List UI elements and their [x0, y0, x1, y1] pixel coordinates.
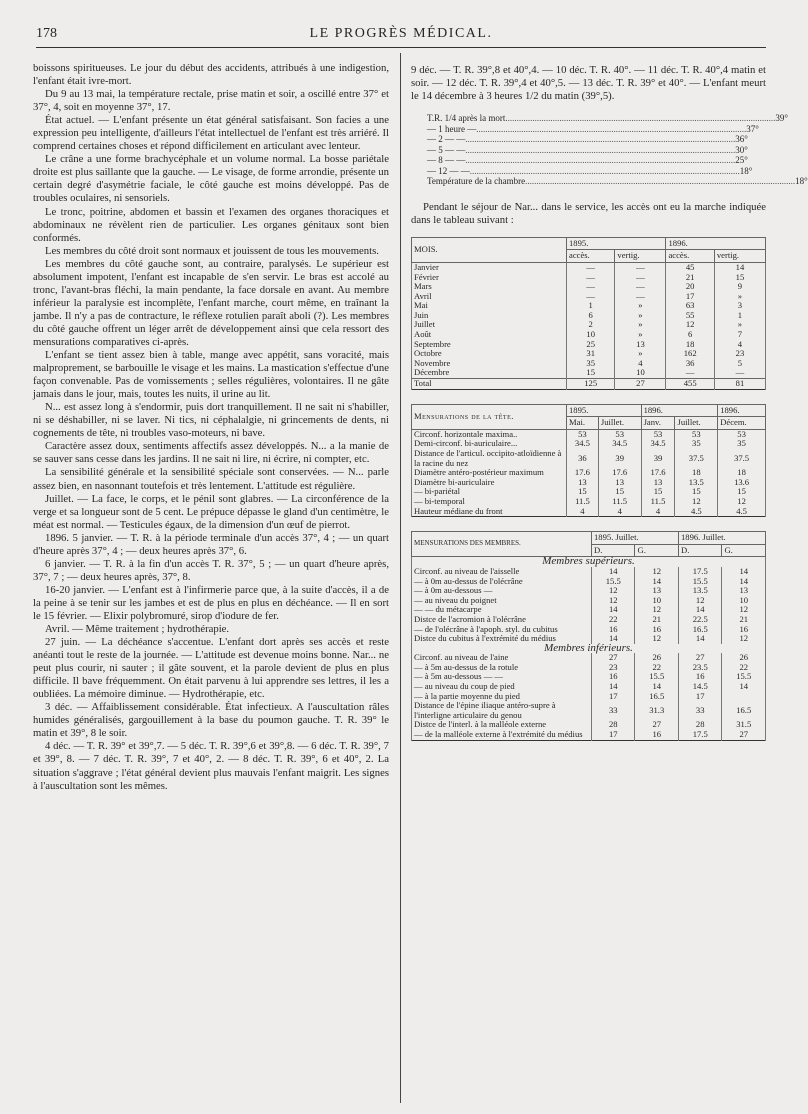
paragraph: Les membres du côté gauche sont, au contraire, paralysés. Le supérieur est absolument impotent, l'enfant est incapable de s'en servir. Le bras est accolé au tronc, l'avant-bras fléchi, la main pendante, la face dorsale en avant. Au membre inférieur la paralysie est incomplète, l'enfant marche, court même, en traînant la jambe. Il n'y a pas de contracture, le réflexe rotulien paraît aboli (?). Les membres du côté gauche offrent un léger arrêt de développement ainsi que cela ressort des mensurations comparatives ci-après. — [33, 257, 389, 348]
temperature-label: — 8 — — — [427, 155, 466, 166]
cell-value: » — [615, 311, 666, 321]
cell-value: 13 — [615, 340, 666, 350]
head-table-title: Mensurations de la tête. — [412, 404, 567, 429]
paragraph: 1896. 5 janvier. — T. R. à la période terminale d'un accès 37°, 4 ; — un quart d'heure après 37°, 4 ; — deux heures après 37°, 6. — [33, 531, 389, 557]
temperature-label: Température de la chambre — [427, 176, 526, 187]
cell-value: 53 — [598, 429, 641, 439]
temperature-row — [427, 113, 788, 124]
cell-value: 28 — [678, 720, 721, 730]
cell-value: 16.5 — [678, 625, 721, 635]
cell-value: 12 — [722, 634, 766, 644]
cell-value: 53 — [567, 429, 599, 439]
cell-value: 17.5 — [678, 567, 721, 577]
cell-value: 22.5 — [678, 615, 721, 625]
row-label: — à 5m au-dessus de la rotule — [412, 663, 592, 673]
transition-paragraph: Pendant le séjour de Nar... dans le service, les accès ont eu la marche indiquée dans le tableau suivant : — [411, 200, 766, 226]
paragraph: Juillet. — La face, le corps, et le pénil sont glabres. — La circonférence de la verge et sa longueur sont de 5 cent. Le prépuce dépasse le gland d'un centimètre, le méat est normal. — Testicules égaux, de la dimension d'un œuf de pierrot. — [33, 492, 389, 531]
cell-value: 11.5 — [598, 497, 641, 507]
row-label: Circonf. horizontale maxima.. — [412, 429, 567, 439]
cell-value: 26 — [722, 653, 766, 663]
column-divider — [400, 53, 401, 1103]
cell-value: 14 — [678, 634, 721, 644]
year: 1896. — [641, 404, 718, 417]
year: 1896. Juillet. — [678, 532, 765, 545]
cell-value: 5 — [714, 359, 765, 369]
journal-title: LE PROGRÈS MÉDICAL. — [309, 26, 493, 41]
cell-value: 36 — [567, 449, 599, 468]
table-row — [412, 478, 766, 488]
cell-value: 162 — [666, 349, 714, 359]
cell-value: » — [615, 320, 666, 330]
year: 1896. — [718, 404, 766, 417]
cell-value: 35 — [718, 439, 766, 449]
paragraph: État actuel. — L'enfant présente un état général satisfaisant. Son facies a une expression peu intelligente, d'ailleurs l'état intellectuel de l'enfant est très arriéré. Il comprend certaines choses et répond difficilement en articulant avec lenteur. — [33, 114, 389, 153]
cell-value: 81 — [714, 379, 765, 390]
row-label: — à 5m au-dessous — — — [412, 672, 592, 682]
row-label: Octobre — [412, 349, 567, 359]
cell-value: 53 — [718, 429, 766, 439]
row-label: Février — [412, 273, 567, 283]
paragraph: Le tronc, poitrine, abdomen et bassin et l'examen des organes thoraciques et abdominaux ne révèlent rien de particulier. Les organes génitaux sont bien conformés. — [33, 205, 389, 244]
row-label: — de l'olécrâne à l'apoph. styl. du cubitus — [412, 625, 592, 635]
cell-value: — — [567, 273, 615, 283]
cell-value: 12 — [666, 320, 714, 330]
paragraph: 3 déc. — Affaiblissement considérable. État infectieux. A l'auscultation râles humides généralisés, gargouillement à la base du poumon gauche. T. R. 39° le matin et 39°, 8 le soir. — [33, 701, 389, 740]
year-1895: 1895. — [567, 237, 666, 250]
row-label: Novembre — [412, 359, 567, 369]
cell-value: 35 — [675, 439, 718, 449]
temperature-value: 37° — [746, 123, 759, 134]
cell-value: 20 — [666, 282, 714, 292]
cell-value: 15 — [598, 487, 641, 497]
cell-value: 455 — [666, 379, 714, 390]
row-label: — à 0m au-dessus de l'olécrâne — [412, 577, 592, 587]
cell-value: 23 — [592, 663, 635, 673]
cell-value: 15 — [675, 487, 718, 497]
row-label: Mai — [412, 301, 567, 311]
temperature-row — [427, 155, 748, 166]
cell-value: 17.5 — [678, 730, 721, 740]
temperature-label: — 2 — — — [427, 134, 466, 145]
cell-value: 27 — [678, 653, 721, 663]
cell-value: 15.5 — [722, 672, 766, 682]
cell-value: 53 — [641, 429, 675, 439]
row-label: — à la partie moyenne du pied — [412, 692, 592, 702]
cell-value: 16.5 — [635, 692, 679, 702]
cell-value: 15.5 — [678, 577, 721, 587]
cell-value: 14 — [678, 605, 721, 615]
right-column — [411, 64, 808, 741]
year: 1895. Juillet. — [592, 532, 679, 545]
cell-value: 26 — [635, 653, 679, 663]
cell-value: — — [615, 282, 666, 292]
cell-value: 27 — [615, 379, 666, 390]
cell-value: 3 — [714, 301, 765, 311]
cell-value: 17.6 — [641, 468, 675, 478]
cell-value: 17.6 — [567, 468, 599, 478]
limb-measurements-table — [411, 531, 766, 740]
cell-value: — — [567, 262, 615, 272]
temperature-label: — 1 heure — — [427, 123, 477, 134]
head-measurements-table — [411, 404, 766, 518]
cell-value: 21 — [635, 615, 679, 625]
table-row — [412, 262, 766, 272]
temperature-value: 36° — [735, 134, 748, 145]
year-1896: 1896. — [666, 237, 766, 250]
page-number: 178 — [36, 26, 57, 41]
table-row — [412, 449, 766, 468]
paragraph: Du 9 au 13 mai, la température rectale, prise matin et soir, a oscillé entre 37° et 37°, 4, soit en moyenne 37°, 17. — [33, 88, 389, 114]
cell-value: — — [714, 368, 765, 378]
table-row — [412, 368, 766, 378]
row-label: Circonf. au niveau de l'aisselle — [412, 567, 592, 577]
paragraph: Caractère assez doux, sentiments affectifs assez développés. N... a la manie de se sauver sans cesse dans les jardins. Il ne sait ni lire, ni écrire, ni compter, etc. — [33, 440, 389, 466]
paragraph: 6 janvier. — T. R. à la fin d'un accès T. R. 37°, 5 ; — un quart d'heure après, 37°, 7 ; — deux heures après, 37°, 8. — [33, 557, 389, 583]
cell-value: 33 — [678, 701, 721, 720]
cell-value: 12 — [592, 586, 635, 596]
cell-value: 21 — [666, 273, 714, 283]
cell-value: 4.5 — [718, 507, 766, 517]
cell-value: 14 — [592, 634, 635, 644]
cell-value: 14 — [722, 577, 766, 587]
dot-leader: ........................................................................................................................ — [465, 144, 736, 155]
cell-value: 33 — [592, 701, 635, 720]
temperature-value: 25° — [735, 155, 748, 166]
paragraph: 16-20 janvier. — L'enfant est à l'infirmerie parce que, à la suite d'accès, il a de la peine à se tenir sur les jambes et est de plus en plus en déchéance. — Il en sort le 15 février. — Elixir polybromuré, sirop d'iodure de fer. — [33, 583, 389, 622]
cell-value: 23 — [714, 349, 765, 359]
subhead: accès. — [567, 250, 615, 263]
row-label: Juillet — [412, 320, 567, 330]
cell-value: 14 — [722, 682, 766, 692]
cell-value: 15.5 — [592, 577, 635, 587]
cell-value — [722, 692, 766, 702]
cell-value: 15 — [714, 273, 765, 283]
subhead: G. — [722, 544, 766, 557]
cell-value: 16 — [635, 625, 679, 635]
cell-value: » — [615, 301, 666, 311]
subhead: vertig. — [714, 250, 765, 263]
cell-value: 18 — [666, 340, 714, 350]
cell-value: 16 — [635, 730, 679, 740]
cell-value: 12 — [635, 605, 679, 615]
temperature-row — [427, 176, 808, 187]
cell-value: 10 — [567, 330, 615, 340]
row-label: Hauteur médiane du front — [412, 507, 567, 517]
cell-value: 37.5 — [675, 449, 718, 468]
cell-value: 35 — [567, 359, 615, 369]
row-label: Avril — [412, 292, 567, 302]
row-label: Diamètre bi-auriculaire — [412, 478, 567, 488]
subhead: Mai. — [567, 417, 599, 430]
section-title: Membres supérieurs. — [412, 557, 766, 567]
row-label: — de la malléole externe à l'extrémité du médius — [412, 730, 592, 740]
cell-value: 34.5 — [598, 439, 641, 449]
section-title: Membres inférieurs. — [412, 644, 766, 654]
cell-value: 1 — [714, 311, 765, 321]
subhead: vertig. — [615, 250, 666, 263]
row-label: Septembre — [412, 340, 567, 350]
cell-value: 14 — [592, 682, 635, 692]
cell-value: — — [567, 292, 615, 302]
col-mois: MOIS. — [412, 237, 567, 262]
row-label: — au niveau du coup de pied — [412, 682, 592, 692]
row-label: Diamètre antéro-postérieur maximum — [412, 468, 567, 478]
subhead: G. — [635, 544, 679, 557]
cell-value: 27 — [592, 653, 635, 663]
cell-value: 6 — [567, 311, 615, 321]
cell-value: 4.5 — [675, 507, 718, 517]
limbs-table-title: MENSURATIONS DES MEMBRES. — [412, 532, 592, 557]
temperature-label: — 5 — — — [427, 144, 466, 155]
cell-value: 12 — [635, 634, 679, 644]
paragraph: Les membres du côté droit sont normaux et jouissent de tous les mouvements. — [45, 244, 379, 257]
cell-value: 11.5 — [641, 497, 675, 507]
cell-value: » — [714, 320, 765, 330]
temperature-value: 18° — [739, 165, 753, 176]
cell-value: 15 — [718, 487, 766, 497]
dot-leader: ........................................................................................................................ — [469, 165, 740, 176]
cell-value: — — [666, 368, 714, 378]
cell-value: » — [615, 349, 666, 359]
cell-value: 14 — [592, 605, 635, 615]
cell-value: 10 — [635, 596, 679, 606]
subhead: Janv. — [641, 417, 675, 430]
row-label: — à 0m au-dessous — — [412, 586, 592, 596]
cell-value: 9 — [714, 282, 765, 292]
cell-value: 34.5 — [567, 439, 599, 449]
row-label: Distce du cubitus à l'extrémité du médius — [412, 634, 592, 644]
cell-value: 13 — [635, 586, 679, 596]
cell-value: 18 — [718, 468, 766, 478]
cell-value: 17 — [592, 730, 635, 740]
running-header — [36, 26, 766, 48]
subhead: D. — [592, 544, 635, 557]
cell-value: 16 — [678, 672, 721, 682]
temperature-label: — 12 — — — [427, 165, 470, 176]
row-label: — — du métacarpe — [412, 605, 592, 615]
accesses-table — [411, 237, 766, 390]
cell-value: 10 — [722, 596, 766, 606]
cell-value: 4 — [598, 507, 641, 517]
row-label: Décembre — [412, 368, 567, 378]
left-column — [33, 62, 389, 793]
cell-value: 17 — [678, 692, 721, 702]
subhead: Décem. — [718, 417, 766, 430]
row-label: Juin — [412, 311, 567, 321]
cell-value: 14 — [714, 262, 765, 272]
header-rule — [36, 47, 766, 48]
row-label: Circonf. au niveau de l'aine — [412, 653, 592, 663]
subhead: accès. — [666, 250, 714, 263]
cell-value: 17 — [592, 692, 635, 702]
subhead: Juillet. — [675, 417, 718, 430]
cell-value: 22 — [722, 663, 766, 673]
dot-leader: ........................................................................................................................ — [505, 113, 776, 124]
cell-value: 22 — [592, 615, 635, 625]
cell-value: » — [615, 330, 666, 340]
paragraph: N... est assez long à s'endormir, puis dort tranquillement. Il ne sait ni s'habiller, ni se déshabiller, ni se laver. Ni tics, ni céphalalgie, ni grincements de dents, ni cognements de tête, ni troubles vaso-moteurs, ni bave. — [33, 401, 389, 440]
cell-value: 15 — [567, 368, 615, 378]
subhead: Juillet. — [598, 417, 641, 430]
cell-value: 13.5 — [678, 586, 721, 596]
row-label: Demi-circonf. bi-auriculaire... — [412, 439, 567, 449]
cell-value: 16.5 — [722, 701, 766, 720]
cell-value: 13 — [641, 478, 675, 488]
cell-value: 12 — [592, 596, 635, 606]
cell-value: 23.5 — [678, 663, 721, 673]
paragraph: La sensibilité générale et la sensibilité spéciale sont conservées. — N... parle assez bien, en nasonnant toutefois et très lentement. L'attitude est régulière. — [33, 466, 389, 492]
paragraph: 4 déc. — T. R. 39° et 39°,7. — 5 déc. T. R. 39°,6 et 39°,8. — 6 déc. T. R. 39°, 7 et 39°, 8. — 7 déc. T. R. 39°, 7 et 40°, 2. — 8 déc. T. R. 39°, 6 et 40°, 2. La situation s'aggrave ; l'état général devient plus mauvais l'enfant maigrit. Les signes à l'auscultation sont les mêmes. — [33, 740, 389, 792]
year: 1895. — [567, 404, 642, 417]
cell-value: 11.5 — [567, 497, 599, 507]
cell-value: 17.6 — [598, 468, 641, 478]
cell-value: 15 — [567, 487, 599, 497]
cell-value: 14 — [722, 567, 766, 577]
cell-value: 16 — [592, 672, 635, 682]
cell-value: 27 — [635, 720, 679, 730]
temperature-row — [427, 165, 753, 177]
cell-value: — — [567, 282, 615, 292]
cell-value: 6 — [666, 330, 714, 340]
cell-value: 63 — [666, 301, 714, 311]
cell-value: 39 — [598, 449, 641, 468]
cell-value: 17 — [666, 292, 714, 302]
cell-value: 12 — [722, 605, 766, 615]
paragraph: L'enfant se tient assez bien à table, mange avec appétit, sans voracité, mais malproprement, se barbouille le visage et les mains. La mastication s'effectue d'une façon convenable. Pas de vomissements ; selles régulières, volontaires. Il ne gâte jamais dans le jour, mais, toutes les nuits, il urine au lit. — [33, 349, 389, 401]
cell-value: 45 — [666, 262, 714, 272]
cell-value: 4 — [714, 340, 765, 350]
cell-value: 7 — [714, 330, 765, 340]
row-label: Août — [412, 330, 567, 340]
cell-value: 1 — [567, 301, 615, 311]
dot-leader: ........................................................................................................................ — [525, 176, 796, 187]
row-label: Distce de l'interl. à la malléole externe — [412, 720, 592, 730]
cell-value: 14 — [635, 577, 679, 587]
cell-value: 28 — [592, 720, 635, 730]
table-row — [412, 701, 766, 720]
table-row — [412, 730, 766, 740]
cell-value: 13 — [598, 478, 641, 488]
cell-value: 10 — [615, 368, 666, 378]
row-label: Distance de l'épine iliaque antéro-supre à l'interligne articulaire du genou — [412, 701, 592, 720]
temperature-value: 39° — [775, 113, 788, 124]
intro-paragraph: 9 déc. — T. R. 39°,8 et 40°,4. — 10 déc. T. R. 40°. — 11 déc. T. R. 40°,4 matin et soir. — 12 déc. T. R. 39°,4 et 40°,5. — 13 déc. T. R. 39° et 40°. — L'enfant meurt le 14 décembre à 3 heures 1/2 du matin (39°,5). — [411, 64, 766, 103]
cell-value: 16 — [722, 625, 766, 635]
cell-value: 37.5 — [718, 449, 766, 468]
row-label: — bi-temporal — [412, 497, 567, 507]
cell-value: 4 — [641, 507, 675, 517]
cell-value: — — [615, 262, 666, 272]
cell-value: 12 — [678, 596, 721, 606]
cell-value: 4 — [567, 507, 599, 517]
cell-value: 21 — [722, 615, 766, 625]
cell-value: 12 — [675, 497, 718, 507]
dot-leader: ........................................................................................................................ — [476, 123, 747, 134]
cell-value: 12 — [718, 497, 766, 507]
cell-value: 13.5 — [675, 478, 718, 488]
paragraph: Avril. — Même traitement ; hydrothérapie. — [45, 623, 230, 636]
cell-value: 31.3 — [635, 701, 679, 720]
cell-value: 55 — [666, 311, 714, 321]
cell-value: 34.5 — [641, 439, 675, 449]
cell-value: 13 — [567, 478, 599, 488]
cell-value: 15 — [641, 487, 675, 497]
cell-value: 36 — [666, 359, 714, 369]
cell-value: 31 — [567, 349, 615, 359]
cell-value: 16 — [592, 625, 635, 635]
cell-value: 14 — [592, 567, 635, 577]
cell-value: 14.5 — [678, 682, 721, 692]
cell-value: 15.5 — [635, 672, 679, 682]
row-label: Total — [412, 379, 567, 390]
temperature-label: T.R. 1/4 après la mort — [427, 113, 506, 124]
cell-value: 4 — [615, 359, 666, 369]
cell-value: — — [615, 273, 666, 283]
row-label: — bi-pariétal — [412, 487, 567, 497]
cell-value: 125 — [567, 379, 615, 390]
row-label: Mars — [412, 282, 567, 292]
row-label: Janvier — [412, 262, 567, 272]
cell-value: 12 — [635, 567, 679, 577]
dot-leader: ........................................................................................................................ — [465, 155, 736, 166]
cell-value: 14 — [635, 682, 679, 692]
table-row — [412, 379, 766, 390]
subhead: D. — [678, 544, 721, 557]
paragraph: 27 juin. — La déchéance s'accentue. L'enfant dort après ses accès et reste anéanti tout le reste de la journée. — L'attitude est devenue moins bonne. Nar... ne peut plus courir, ni sauter ; il gâte souvent, et la parole devient de plus en plus difficile. Il bave fréquemment. On était parvenu à lui apprendre ses lettres, il les a oubliées. La mémoire diminue. — Hydrothérapie, etc. — [33, 636, 389, 701]
cell-value: 22 — [635, 663, 679, 673]
temperature-row — [427, 144, 748, 156]
cell-value: 53 — [675, 429, 718, 439]
paragraph: Le crâne a une forme brachycéphale et un volume normal. La bosse pariétale droite est plus saillante que la gauche. — Le visage, de forme arrondie, présente un certain degré d'asymétrie faciale, le côté gauche est moins développé. Pas de troubles oculaires, ni sensoriels. — [33, 153, 389, 205]
cell-value: 39 — [641, 449, 675, 468]
cell-value: — — [615, 292, 666, 302]
row-label: Distce de l'acromion à l'olécrâne — [412, 615, 592, 625]
cell-value: 13.6 — [718, 478, 766, 488]
post-mortem-temperatures — [427, 113, 808, 187]
temperature-value: 18° — [795, 176, 808, 187]
cell-value: 27 — [722, 730, 766, 740]
temperature-row — [427, 123, 759, 135]
temperature-value: 30° — [735, 144, 748, 155]
cell-value: 25 — [567, 340, 615, 350]
paragraph: boissons spiritueuses. Le jour du début des accidents, attribués à une indigestion, l'enfant était ivre-mort. — [33, 62, 389, 88]
cell-value: 18 — [675, 468, 718, 478]
cell-value: 13 — [722, 586, 766, 596]
row-label: — au niveau du poignet — [412, 596, 592, 606]
cell-value: 2 — [567, 320, 615, 330]
row-label: Distance de l'articul. occipito-atloïdienne à la racine du nez — [412, 449, 567, 468]
cell-value: 31.5 — [722, 720, 766, 730]
dot-leader: ........................................................................................................................ — [465, 134, 736, 145]
temperature-row — [427, 134, 748, 145]
cell-value: » — [714, 292, 765, 302]
table-row — [412, 507, 766, 517]
